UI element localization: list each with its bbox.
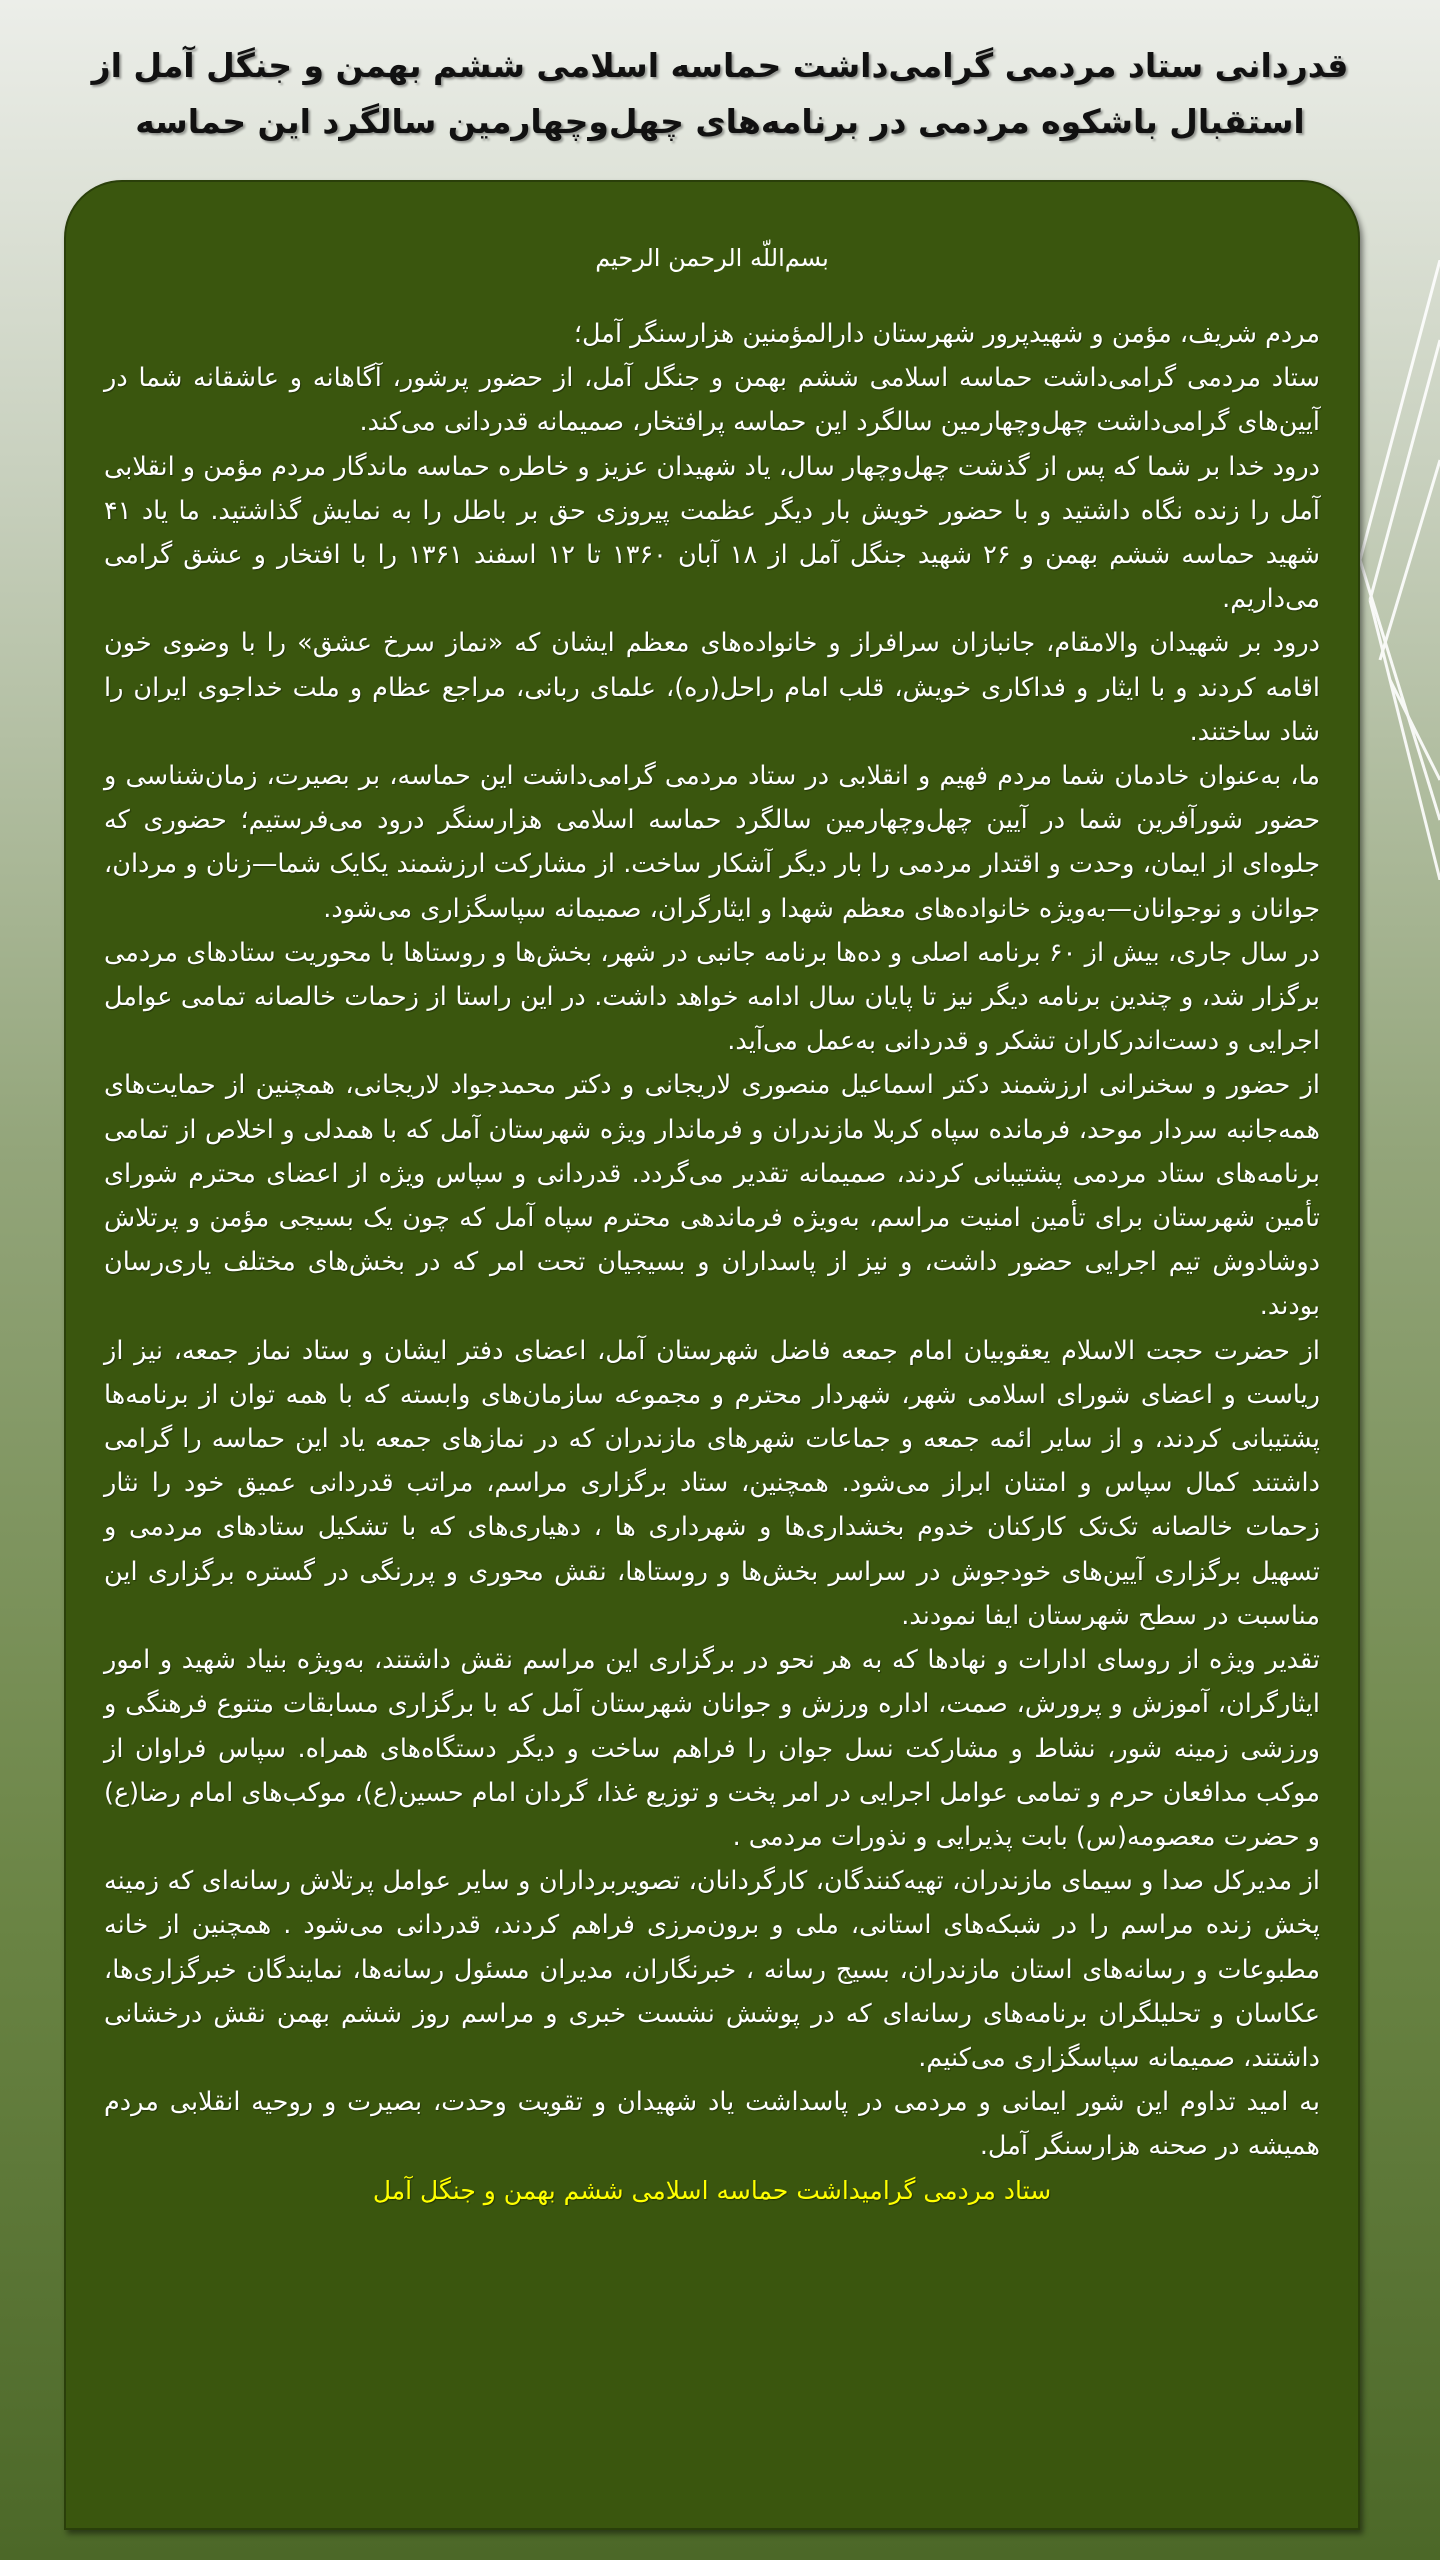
paragraph: از حضور و سخنرانی ارزشمند دکتر اسماعیل منصوری لاریجانی و دکتر محمدجواد لاریجانی، همچنین از حمایت‌های همه‌جانبه سردار موحد، فرمانده سپاه کربلا مازندران و فرماندار ویژه شهرستان آمل که با همدلی و اخلاص از تمامی برنامه‌های ستاد مردمی پشتیبانی کردند، صمیمانه تقدیر می‌گردد. قدردانی و سپاس ویژه از اعضای محترم شورای تأمین شهرستان برای تأمین امنیت مراسم، به‌ویژه فرماندهی محترم سپاه آمل که چون یک بسیجی مؤمن و پرتلاش دوشادوش تیم اجرایی حضور داشت، و نیز از پاسداران و بسیجیان تحت امر که در بخش‌های مختلف یاری‌رسان بودند. <box>104 1070 1320 1322</box>
paragraph: از مدیرکل صدا و سیمای مازندران، تهیه‌کنندگان، کارگردانان، تصویربرداران و سایر عوامل پرتلاش رسانه‌ای که زمینه پخش زنده مراسم را در شبکه‌های استانی، ملی و برون‌مرزی فراهم کردند، قدردانی می‌شود . همچنین از خانه مطبوعات و رسانه‌های استان مازندران، بسیج رسانه ، خبرنگاران، مدیران مسئول رسانه‌ها، نمایندگان خبرگزاری‌ها، عکاسان و تحلیلگران برنامه‌های رسانه‌ای که در پوشش نشست خبری و مراسم روز ششم بهمن نقش درخشانی داشتند، صمیمانه سپاسگزاری می‌کنیم. <box>104 1866 1320 2073</box>
signature: ستاد مردمی گرامیداشت حماسه اسلامی ششم بهمن و جنگل آمل <box>372 2175 1052 2205</box>
bismillah: بسم‌اللّه الرحمن الرحیم <box>595 244 829 272</box>
decorative-lines-icon <box>1350 260 1440 880</box>
paragraph: درود خدا بر شما که پس از گذشت چهل‌وچهار سال، یاد شهیدان عزیز و خاطره حماسه ماندگار مردم مؤمن و انقلابی آمل را زنده نگاه داشتید و با حضور خویش بار دیگر عظمت پیروزی حق بر باطل را به نمایش گذاشتید. ما یاد ۴۱ شهید حماسه ششم بهمن و ۲۶ شهید جنگل آمل از ۱۸ آبان ۱۳۶۰ تا ۱۲ اسفند ۱۳۶۱ را با افتخار و عشق گرامی می‌داریم. <box>104 451 1320 615</box>
paragraph: تقدیر ویژه از روسای ادارات و نهادها که به هر نحو در برگزاری این مراسم نقش داشتند، به‌ویژه بنیاد شهید و امور ایثارگران، آموزش و پرورش، صمت، اداره ورزش و جوانان شهرستان آمل که با برگزاری مسابقات متنوع فرهنگی و ورزشی زمینه شور، نشاط و مشارکت نسل جوان را فراهم ساخت و دیگر دستگاه‌های همراه. سپاس فراوان از موکب مدافعان حرم و تمامی عوامل اجرایی در امر پخت و توزیع غذا، گردان امام حسین(ع)، موکب‌های امام رضا(ع) و حضرت معصومه(س) بابت پذیرایی و نذورات مردمی . <box>104 1645 1320 1852</box>
letter-body <box>104 312 1320 2213</box>
page-title <box>80 38 1360 150</box>
paragraph: از حضرت حجت الاسلام یعقوبیان امام جمعه فاضل شهرستان آمل، اعضای دفتر ایشان و ستاد نماز جمعه، نیز از ریاست و اعضای شورای اسلامی شهر، شهردار محترم و مجموعه سازمان‌های وابسته که با همه توان از برنامه‌ها پشتیبانی کردند، و از سایر ائمه جمعه و جماعات شهرهای مازندران که در نمازهای جمعه یاد این حماسه را گرامی داشتند کمال سپاس و امتنان ابراز می‌شود. همچنین، ستاد برگزاری مراسم، مراتب قدردانی عمیق خود را نثار زحمات خالصانه تک‌تک کارکنان خدوم بخشداری‌ها و شهرداری ها ، دهیاری‌های که با تشکیل ستادهای مردمی و تسهیل برگزاری آیین‌های خودجوش در سراسر بخش‌ها و روستاها، نقش محوری و پررنگی در گستره برگزاری این مناسبت در سطح شهرستان ایفا نمودند. <box>104 1335 1320 1631</box>
paragraph-closing: به امید تداوم این شور ایمانی و مردمی در پاسداشت یاد شهیدان و تقویت وحدت، بصیرت و روحیه انقلابی مردم همیشه در صحنه هزارسنگر آمل. <box>104 2087 1320 2162</box>
paragraph: ستاد مردمی گرامی‌داشت حماسه اسلامی ششم بهمن و جنگل آمل، از حضور پرشور، آگاهانه و عاشقانه شما در آیین‌های گرامی‌داشت چهل‌وچهارمین سالگرد این حماسه پرافتخار، صمیمانه قدردانی می‌کند. <box>104 363 1320 438</box>
paragraph-salutation: مردم شریف، مؤمن و شهیدپرور شهرستان دارالمؤمنین هزارسنگر آمل؛ <box>573 319 1320 349</box>
paragraph: درود بر شهیدان والامقام، جانبازان سرافراز و خانواده‌های معظم ایشان که «نماز سرخ عشق» را با وضوی خون اقامه کردند و با ایثار و فداکاری خویش، قلب امام راحل(ره)، علمای ربانی، مراجع عظام و ملت خداجوی ایران را شاد ساختند. <box>104 628 1320 747</box>
title-line-2: استقبال باشکوه مردمی در برنامه‌های چهل‌وچهارمین سالگرد این حماسه <box>135 102 1305 141</box>
paragraph: ما، به‌عنوان خادمان شما مردم فهیم و انقلابی در ستاد مردمی گرامی‌داشت این حماسه، بر بصیرت، زمان‌شناسی و حضور شورآفرین شما در آیین چهل‌وچهارمین سالگرد حماسه اسلامی هزارسنگر درود می‌فرستیم؛ حضوری که جلوه‌ای از ایمان، وحدت و اقتدار مردمی را بار دیگر آشکار ساخت. از مشارکت ارزشمند یکایک شما—زنان و مردان، جوانان و نوجوانان—به‌ویژه خانواده‌های معظم شهدا و ایثارگران، صمیمانه سپاسگزاری می‌شود. <box>104 761 1320 924</box>
letter-panel <box>64 180 1360 2530</box>
title-line-1: قدردانی ستاد مردمی گرامی‌داشت حماسه اسلامی ششم بهمن و جنگل آمل از <box>91 46 1349 85</box>
paragraph: در سال جاری، بیش از ۶۰ برنامه اصلی و ده‌ها برنامه جانبی در شهر، بخش‌ها و روستاها با محوریت ستادهای مردمی برگزار شد، و چندین برنامه دیگر نیز تا پایان سال ادامه خواهد داشت. در این راستا از زحمات خالصانه تمامی عوامل اجرایی و دست‌اندرکاران تشکر و قدردانی به‌عمل می‌آید. <box>104 937 1320 1057</box>
